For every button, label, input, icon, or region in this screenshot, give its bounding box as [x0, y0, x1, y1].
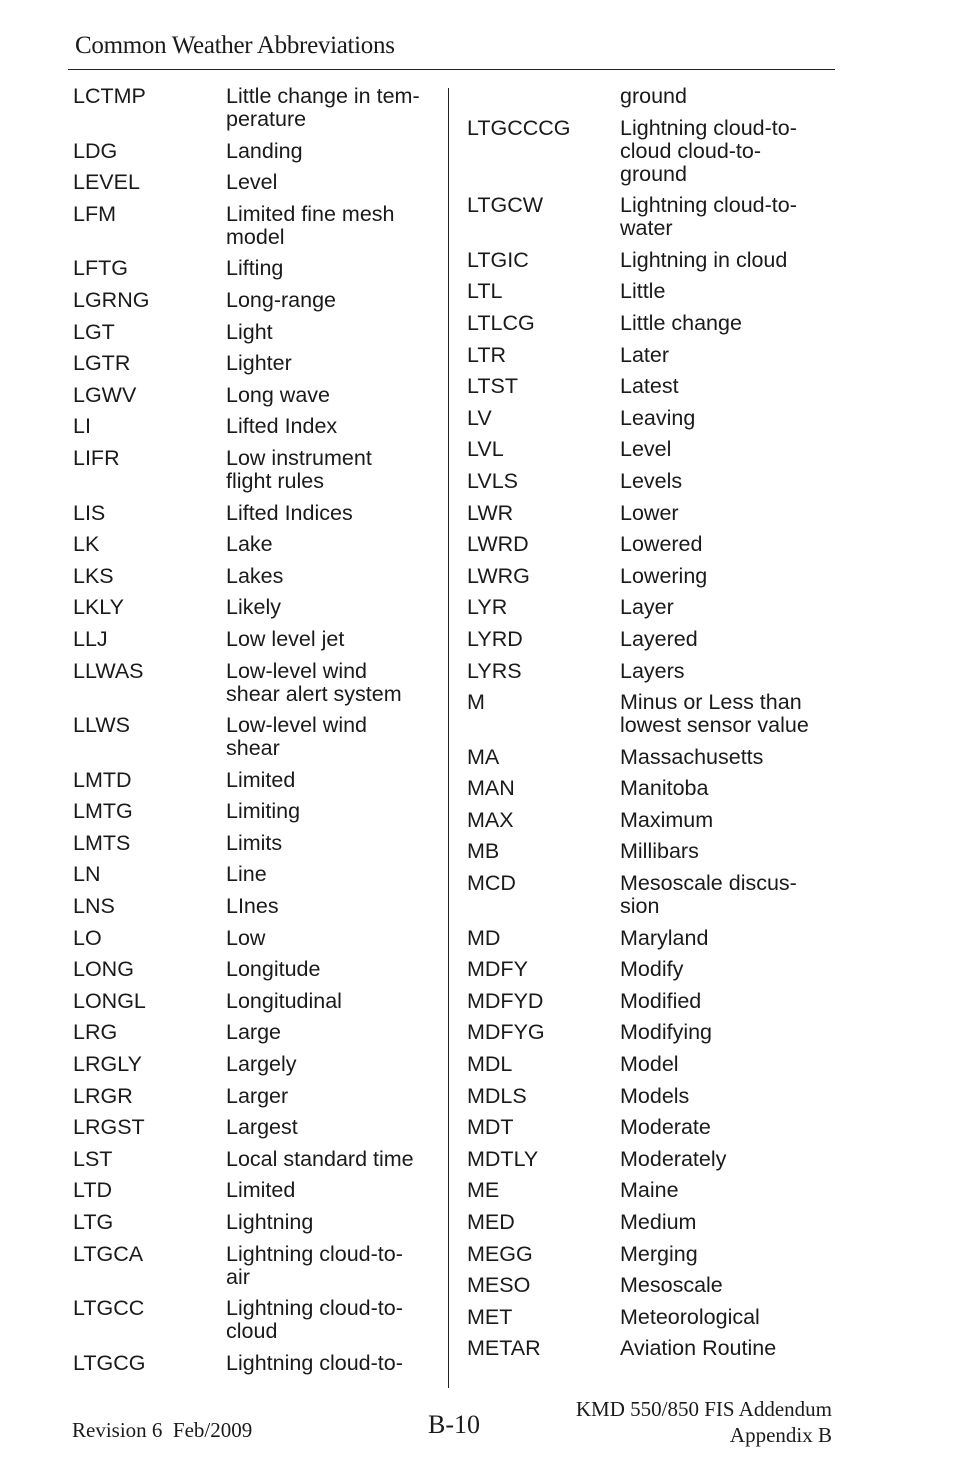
abbreviation-definition: Moderate: [620, 1115, 711, 1140]
abbreviation-code: LRGST: [73, 1115, 145, 1140]
abbreviation-code: LMTD: [73, 767, 132, 792]
abbreviation-definition: Low level jet: [226, 626, 345, 651]
abbreviation-entry: [73, 863, 433, 886]
abbreviation-definition: Medium: [620, 1210, 697, 1234]
abbreviation-code: LN: [73, 862, 101, 887]
abbreviation-entry: [467, 809, 837, 832]
abbreviation-entry: [467, 1053, 837, 1076]
abbreviation-entry: [467, 1021, 837, 1044]
abbreviation-entry: [467, 596, 837, 619]
abbreviation-definition: Lowering: [620, 563, 708, 588]
left-column: [73, 85, 433, 1383]
title-rule: [68, 69, 835, 70]
abbreviation-entry: [467, 691, 837, 737]
abbreviation-definition: Lakes: [226, 563, 284, 588]
abbreviation-entry: [73, 502, 433, 525]
abbreviation-definition: Model: [620, 1052, 679, 1077]
abbreviation-entry: [467, 194, 837, 240]
abbreviation-code: LTLCG: [467, 310, 535, 335]
abbreviation-entry: [467, 407, 837, 430]
abbreviation-definition: Mesoscale discus- sion: [620, 871, 797, 919]
abbreviation-entry: [467, 628, 837, 651]
abbreviation-code: LTGCCCG: [467, 115, 571, 140]
abbreviation-entry: [73, 1352, 433, 1375]
abbreviation-code: MD: [467, 925, 501, 950]
abbreviation-code: MCD: [467, 871, 516, 896]
abbreviation-definition: Lake: [226, 532, 273, 557]
abbreviation-entry: [73, 1211, 433, 1234]
abbreviation-code: LI: [73, 414, 91, 439]
abbreviation-definition: Limits: [226, 830, 283, 855]
abbreviation-entry: [73, 1297, 433, 1343]
abbreviation-entry: [73, 1116, 433, 1139]
abbreviation-definition: Largest: [226, 1115, 298, 1140]
abbreviation-code: LTR: [467, 342, 507, 367]
abbreviation-code: LONGL: [73, 988, 146, 1013]
abbreviation-definition: Lightning: [226, 1210, 314, 1234]
abbreviation-definition: Minus or Less than lowest sensor value: [620, 690, 809, 738]
abbreviation-code: LGT: [73, 319, 115, 344]
abbreviation-definition: Lifted Index: [226, 414, 338, 439]
abbreviation-entry: [467, 1243, 837, 1266]
page-title: Common Weather Abbreviations: [75, 32, 395, 59]
abbreviation-definition: Local standard time: [226, 1146, 414, 1171]
abbreviation-code: LNS: [73, 894, 115, 919]
abbreviation-entry: [467, 85, 837, 108]
abbreviation-definition: Limiting: [226, 799, 301, 824]
abbreviation-entry: [73, 533, 433, 556]
abbreviation-entry: [467, 312, 837, 335]
abbreviation-code: MEGG: [467, 1241, 533, 1266]
abbreviation-code: LTG: [73, 1210, 114, 1234]
abbreviation-code: LRG: [73, 1020, 118, 1045]
abbreviation-definition: Maximum: [620, 807, 714, 832]
abbreviation-code: LMTG: [73, 799, 133, 824]
abbreviation-entry: [467, 470, 837, 493]
abbreviation-entry: [73, 415, 433, 438]
abbreviation-definition: LInes: [226, 894, 279, 919]
abbreviation-code: LCTMP: [73, 84, 146, 108]
abbreviation-code: MDL: [467, 1052, 513, 1077]
abbreviation-entry: [467, 1337, 837, 1360]
abbreviation-code: LDG: [73, 138, 118, 163]
abbreviation-definition: Lifted Indices: [226, 500, 353, 525]
abbreviation-entry: [73, 596, 433, 619]
abbreviation-entry: [467, 746, 837, 769]
abbreviation-code: MB: [467, 839, 500, 864]
abbreviation-entry: [73, 927, 433, 950]
abbreviation-definition: Light: [226, 319, 273, 344]
abbreviation-code: LGRNG: [73, 287, 150, 312]
abbreviation-definition: Meteorological: [620, 1304, 760, 1329]
abbreviation-entry: [73, 895, 433, 918]
abbreviation-code: ME: [467, 1178, 500, 1203]
abbreviation-entry: [467, 375, 837, 398]
abbreviation-entry: [467, 1179, 837, 1202]
abbreviation-entry: [467, 840, 837, 863]
abbreviation-code: LK: [73, 532, 100, 557]
abbreviation-entry: [467, 249, 837, 272]
abbreviation-definition: Limited: [226, 1178, 296, 1203]
abbreviation-entry: [73, 140, 433, 163]
abbreviation-definition: Levels: [620, 468, 683, 493]
abbreviation-definition: Limited fine mesh model: [226, 201, 395, 249]
abbreviation-code: LYRS: [467, 658, 522, 683]
abbreviation-code: LO: [73, 925, 102, 950]
abbreviation-entry: [467, 1116, 837, 1139]
abbreviation-code: MDTLY: [467, 1146, 539, 1171]
abbreviation-code: MDT: [467, 1115, 514, 1140]
abbreviation-code: LTST: [467, 374, 518, 399]
abbreviation-definition: Maine: [620, 1178, 679, 1203]
abbreviation-definition: Lightning in cloud: [620, 247, 788, 272]
abbreviation-entry: [73, 257, 433, 280]
abbreviation-code: LEVEL: [73, 170, 140, 195]
abbreviation-code: MA: [467, 744, 500, 769]
abbreviation-definition: Lightning cloud-to- cloud cloud-to- ground: [620, 115, 797, 186]
abbreviation-definition: Larger: [226, 1083, 289, 1108]
abbreviation-entry: [467, 958, 837, 981]
abbreviation-definition: Long-range: [226, 287, 336, 312]
abbreviation-definition: Massachusetts: [620, 744, 764, 769]
abbreviation-definition: Lower: [620, 500, 679, 525]
abbreviation-code: LTGIC: [467, 247, 529, 272]
abbreviation-definition: Little: [620, 279, 666, 304]
abbreviation-code: LKS: [73, 563, 114, 588]
abbreviation-code: LWRD: [467, 532, 529, 557]
abbreviation-entry: [467, 1085, 837, 1108]
abbreviation-code: LRGR: [73, 1083, 133, 1108]
abbreviation-entry: [73, 958, 433, 981]
abbreviation-definition: Level: [226, 170, 278, 195]
page-number: B-10: [428, 1410, 480, 1439]
abbreviation-entry: [73, 1179, 433, 1202]
abbreviation-definition: Lightning cloud-to- air: [226, 1241, 403, 1289]
abbreviation-definition: Low-level wind shear alert system: [226, 658, 402, 706]
abbreviation-definition: Latest: [620, 374, 679, 399]
abbreviation-entry: [73, 321, 433, 344]
abbreviation-entry: [73, 660, 433, 706]
abbreviation-code: [467, 85, 620, 108]
abbreviation-definition: Lowered: [620, 532, 703, 557]
appendix-label: Appendix B: [729, 1423, 832, 1447]
abbreviation-definition: Leaving: [620, 405, 696, 430]
abbreviation-definition: Lightning cloud-to-: [226, 1350, 403, 1375]
abbreviation-entry: [73, 1021, 433, 1044]
abbreviation-definition: Lightning cloud-to- water: [620, 193, 797, 241]
abbreviation-code: LLWS: [73, 713, 130, 738]
abbreviation-entry: [73, 85, 433, 131]
abbreviation-definition: Longitudinal: [226, 988, 342, 1013]
abbreviation-code: LST: [73, 1146, 113, 1171]
abbreviation-definition: Likely: [226, 595, 281, 620]
abbreviation-definition: ground: [620, 84, 687, 108]
abbreviation-definition: Largely: [226, 1052, 297, 1077]
abbreviation-entry: [73, 769, 433, 792]
abbreviation-entry: [467, 990, 837, 1013]
abbreviation-definition: Layers: [620, 658, 685, 683]
abbreviation-definition: Merging: [620, 1241, 698, 1266]
abbreviation-entry: [73, 384, 433, 407]
abbreviation-code: MDFY: [467, 957, 528, 982]
abbreviation-entry: [73, 352, 433, 375]
abbreviation-code: MAX: [467, 807, 514, 832]
abbreviation-definition: Moderately: [620, 1146, 727, 1171]
abbreviation-entry: [467, 777, 837, 800]
abbreviation-code: LLWAS: [73, 658, 144, 683]
abbreviation-code: LFTG: [73, 256, 128, 281]
abbreviation-code: MAN: [467, 776, 515, 801]
abbreviation-entry: [467, 280, 837, 303]
abbreviation-entry: [73, 714, 433, 760]
abbreviation-entry: [467, 1148, 837, 1171]
abbreviation-code: LFM: [73, 201, 116, 226]
abbreviation-entry: [73, 289, 433, 312]
abbreviation-code: LWRG: [467, 563, 530, 588]
abbreviation-code: LRGLY: [73, 1052, 142, 1077]
abbreviation-code: LWR: [467, 500, 514, 525]
abbreviation-code: LYRD: [467, 626, 523, 651]
abbreviation-definition: Long wave: [226, 382, 330, 407]
abbreviation-entry: [73, 203, 433, 249]
abbreviation-entry: [73, 447, 433, 493]
abbreviation-code: LGWV: [73, 382, 137, 407]
abbreviation-entry: [467, 927, 837, 950]
abbreviation-definition: Manitoba: [620, 776, 709, 801]
abbreviation-definition: Modifying: [620, 1020, 713, 1045]
abbreviation-code: LTGCW: [467, 193, 544, 218]
abbreviation-definition: Little change: [620, 310, 742, 335]
abbreviation-entry: [73, 990, 433, 1013]
abbreviation-code: LLJ: [73, 626, 108, 651]
abbreviation-entry: [467, 660, 837, 683]
document-title: KMD 550/850 FIS Addendum: [575, 1397, 832, 1421]
abbreviation-code: LGTR: [73, 351, 131, 376]
abbreviation-definition: Landing: [226, 138, 303, 163]
abbreviation-definition: Low: [226, 925, 266, 950]
abbreviation-definition: Mesoscale: [620, 1273, 723, 1298]
abbreviation-code: LMTS: [73, 830, 131, 855]
abbreviation-definition: Models: [620, 1083, 690, 1108]
abbreviation-entry: [467, 344, 837, 367]
abbreviation-code: LIS: [73, 500, 106, 525]
abbreviation-definition: Large: [226, 1020, 281, 1045]
abbreviation-definition: Low-level wind shear: [226, 713, 368, 761]
abbreviation-definition: Modified: [620, 988, 702, 1013]
abbreviation-code: MDFYG: [467, 1020, 545, 1045]
abbreviation-code: LVLS: [467, 468, 518, 493]
abbreviation-code: LTGCA: [73, 1241, 144, 1266]
abbreviation-definition: Lifting: [226, 256, 284, 281]
revision-label: Revision 6 Feb/2009: [72, 1418, 253, 1442]
abbreviation-code: MESO: [467, 1273, 531, 1298]
abbreviation-definition: Layered: [620, 626, 698, 651]
abbreviation-definition: Limited: [226, 767, 296, 792]
abbreviation-code: LTD: [73, 1178, 113, 1203]
abbreviation-entry: [467, 565, 837, 588]
abbreviation-code: LKLY: [73, 595, 124, 620]
abbreviation-entry: [467, 872, 837, 918]
abbreviation-code: LIFR: [73, 445, 120, 470]
abbreviation-code: MET: [467, 1304, 513, 1329]
abbreviation-entry: [467, 1211, 837, 1234]
abbreviation-entry: [73, 565, 433, 588]
abbreviation-definition: Aviation Routine: [620, 1336, 777, 1361]
abbreviation-definition: Line: [226, 862, 267, 887]
abbreviation-definition: Longitude: [226, 957, 321, 982]
abbreviation-code: MDLS: [467, 1083, 527, 1108]
abbreviation-entry: [467, 502, 837, 525]
abbreviation-definition: Lightning cloud-to- cloud: [226, 1296, 403, 1344]
abbreviation-definition: Modify: [620, 957, 684, 982]
abbreviation-entry: [73, 1053, 433, 1076]
abbreviation-code: MED: [467, 1210, 515, 1234]
abbreviation-code: LTGCC: [73, 1296, 145, 1321]
document-info: [576, 1396, 832, 1448]
abbreviation-code: LYR: [467, 595, 508, 620]
abbreviation-entry: [467, 1306, 837, 1329]
column-divider: [448, 88, 449, 1388]
abbreviation-code: LONG: [73, 957, 134, 982]
abbreviation-entry: [467, 533, 837, 556]
abbreviation-definition: Millibars: [620, 839, 699, 864]
abbreviation-code: MDFYD: [467, 988, 544, 1013]
abbreviation-definition: Layer: [620, 595, 674, 620]
abbreviation-entry: [73, 800, 433, 823]
abbreviation-code: LV: [467, 405, 492, 430]
abbreviation-code: M: [467, 690, 485, 715]
abbreviation-entry: [73, 1243, 433, 1289]
abbreviation-entry: [467, 438, 837, 461]
abbreviation-definition: Level: [620, 437, 672, 462]
abbreviation-entry: [467, 1274, 837, 1297]
abbreviation-entry: [467, 117, 837, 186]
abbreviation-entry: [73, 1148, 433, 1171]
abbreviation-entry: [73, 832, 433, 855]
abbreviation-entry: [73, 1085, 433, 1108]
abbreviation-entry: [73, 171, 433, 194]
abbreviation-code: LTL: [467, 279, 503, 304]
abbreviation-definition: Maryland: [620, 925, 709, 950]
abbreviation-definition: Later: [620, 342, 670, 367]
abbreviation-code: METAR: [467, 1336, 541, 1361]
right-column: [467, 85, 837, 1369]
abbreviation-entry: [73, 628, 433, 651]
abbreviation-definition: Low instrument flight rules: [226, 445, 372, 493]
abbreviation-code: LVL: [467, 437, 504, 462]
abbreviation-code: LTGCG: [73, 1350, 146, 1375]
abbreviation-definition: Little change in tem- perature: [226, 84, 420, 131]
abbreviation-definition: Lighter: [226, 351, 292, 376]
